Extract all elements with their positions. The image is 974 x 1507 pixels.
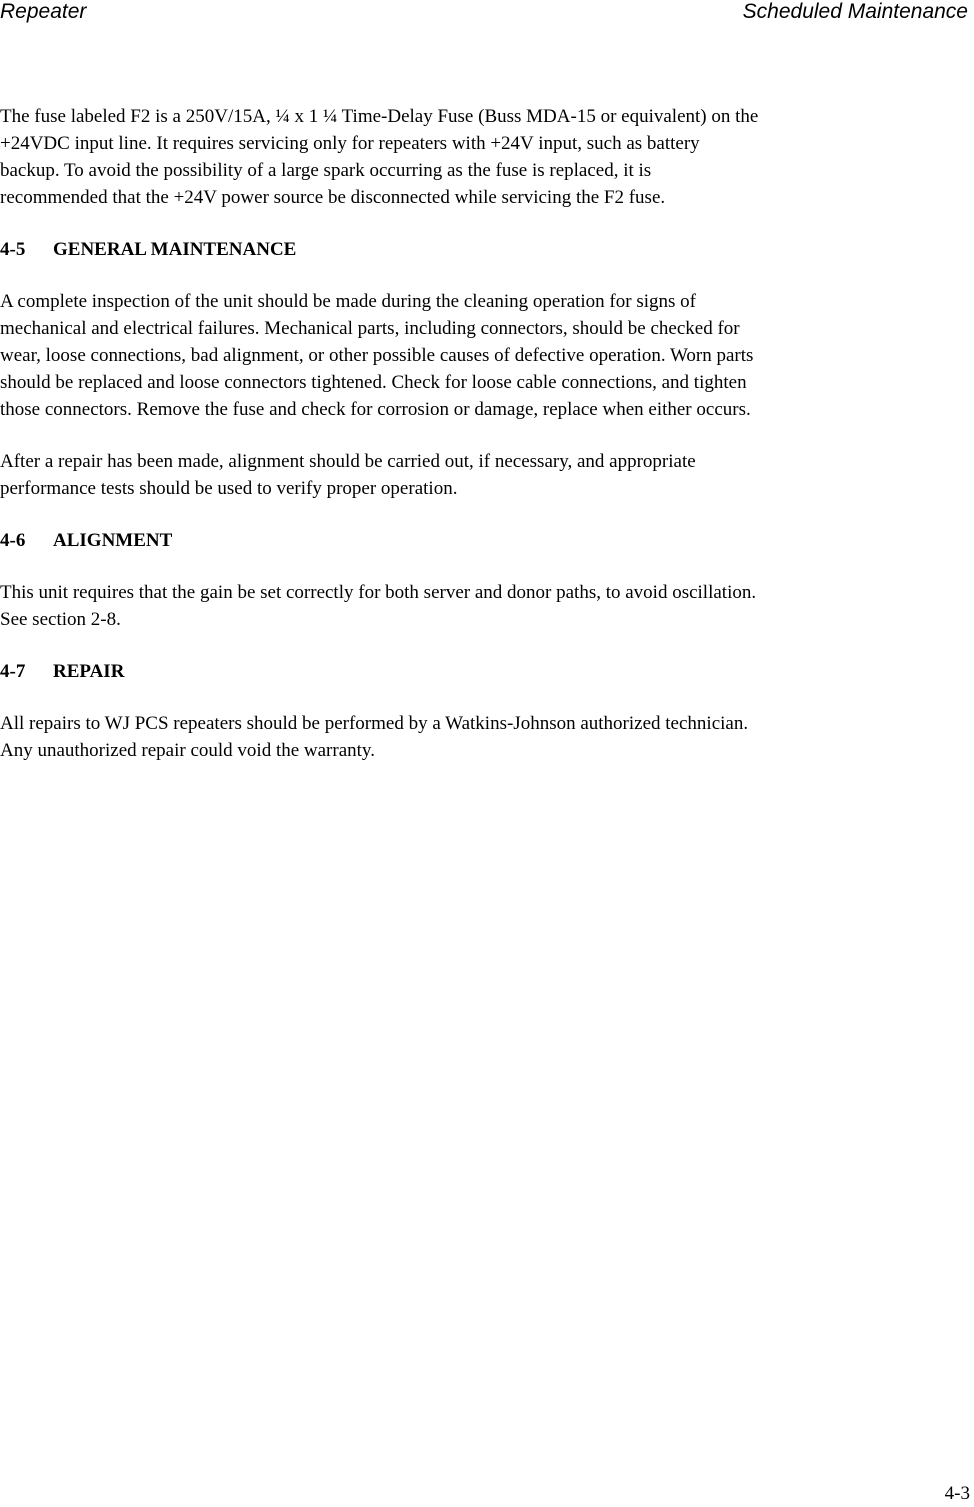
section-number: 4-6 [0, 530, 26, 551]
header-document-title: Repeater [0, 0, 87, 23]
section-title: ALIGNMENT [53, 530, 173, 551]
repair-paragraph: All repairs to WJ PCS repeaters should be performed by a Watkins-Johnson authorized technician. Any unauthorized repair could void the warranty. [0, 713, 749, 761]
section-title: GENERAL MAINTENANCE [53, 239, 297, 260]
section-number: 4-5 [0, 239, 26, 260]
header-chapter-title: Scheduled Maintenance [742, 0, 968, 23]
general-maintenance-paragraph-2: After a repair has been made, alignment should be carried out, if necessary, and appropriate performance tests should be used to verify proper operation. [0, 451, 696, 499]
intro-paragraph: The fuse labeled F2 is a 250V/15A, ¼ x 1 ¼ Time-Delay Fuse (Buss MDA-15 or equivalent) on the +24VDC input line. It requires servicing only for repeaters with +24V input, such as battery backup. To avoid the possibility of a large spark occurring as the fuse is replaced, it is recommended that the +24V power source be disconnected while servicing the F2 fuse. [0, 106, 759, 208]
section-heading-repair [0, 658, 930, 685]
section-heading-general-maintenance [0, 236, 930, 263]
section-number: 4-7 [0, 661, 26, 682]
page-number: 4-3 [944, 1483, 970, 1504]
section-heading-alignment [0, 527, 930, 554]
section-title: REPAIR [53, 661, 125, 682]
document-body [0, 103, 930, 789]
general-maintenance-paragraph-1: A complete inspection of the unit should be made during the cleaning operation for signs of mechanical and electrical failures. Mechanical parts, including connectors, should be checked for wear, loose connections, bad alignment, or other possible causes of defective operation. Worn parts should be replaced and loose connectors tightened. Check for loose cable connections, and tighten those connectors. Remove the fuse and check for corrosion or damage, replace when either occurs. [0, 291, 754, 420]
running-header [0, 0, 974, 30]
alignment-paragraph: This unit requires that the gain be set correctly for both server and donor paths, to avoid oscillation. See section 2-8. [0, 582, 757, 630]
